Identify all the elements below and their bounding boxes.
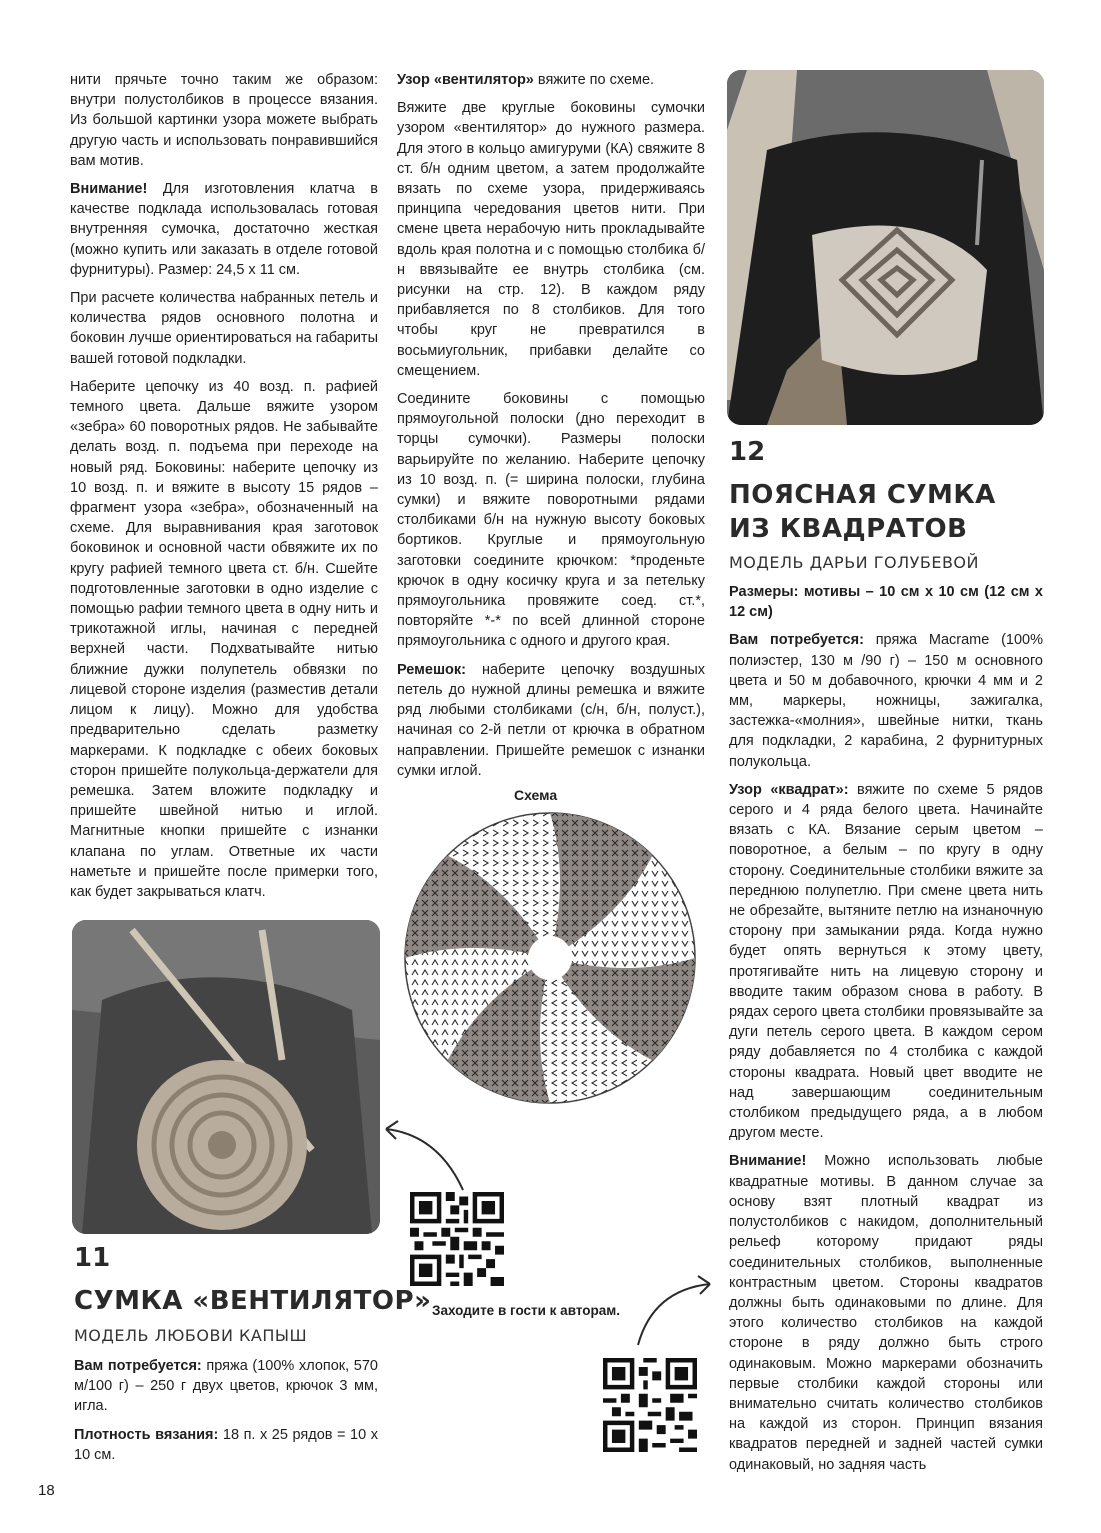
paragraph: Узор «вентилятор» вяжите по схеме.	[397, 72, 655, 88]
model-author: МОДЕЛЬ ЛЮБОВИ КАПЫШ	[74, 1326, 308, 1345]
paragraph: Внимание! Для изготовления клатча в качестве подклада использовалась готовая внутренняя сумочка, достаточно жесткая (можно купить или заказать в отделе готовой фурнитуры). Размер: 24,5 х 11 см.	[70, 181, 378, 278]
qr-code-icon[interactable]	[410, 1192, 504, 1286]
model-title: СУМКА «ВЕНТИЛЯТОР»	[74, 1286, 432, 1316]
paragraph: Плотность вязания: 18 п. х 25 рядов = 10 х 10 см.	[74, 1426, 378, 1463]
qr-code-icon[interactable]	[603, 1358, 697, 1452]
model-author: МОДЕЛЬ ДАРЬИ ГОЛУБЕВОЙ	[729, 553, 979, 572]
belt-bag-illustration	[727, 70, 1044, 425]
paragraph: Наберите цепочку из 40 возд. п. рафией темного цвета. Дальше вяжите узором «зебра» 60 поворотных рядов. Не забывайте делать возд. п. подъема при переходе на новый ряд. Боковины: наберите цепочку из 10 возд. п. и вяжите в высоту 15 рядов – фрагмент узора «зебра», обозначенный на схеме. Для выравнивания края заготовок боковинок и основной части обвяжите их по кругу рафией темного цвета ст. б/н. Сшейте подготовленные заготовки в одно изделие с помощью рафии темного цвета в одну нить и трикотажной иглы, начиная с передней верхней части. Подхватывайте нитью ближние дужки полупетель обвязки по лицевой стороне изделия (разместив детали лицом к лицу). Можно для удобства предварительно сделать разметку маркерами. К подкладке с обеих боковых сторон пришейте полукольца-держатели для ремешка. Затем вложите подкладку и пришейте швейной нитью и иглой. Магнитные кнопки пришейте с изнанки клапана по углам. Ответные их части наметьте и пришейте после примерки того, как будет закрываться клатч.	[70, 378, 378, 900]
model-number: 11	[74, 1243, 111, 1273]
paragraph: Соедините боковины с помощью прямоугольной полоски (дно переходит в торцы сумочки). Размеры полоски варьируйте по желанию. Наберите цепочку из 10 возд. п. (= ширина полоски, глубина сумки) и вяжите поворотными рядами столбиками б/н на нужную высоту боковых бортиков. Круглые и прямоугольную заготовки соедините крючком: *проденьте крючок в одну косичку круга и за петельку прямоугольника провяжите соед. ст.*, повторяйте *-* по всей длинной стороне прямоугольника с одного и другого края.	[397, 391, 705, 650]
paragraph: Размеры: мотивы – 10 см х 10 см (12 см х 12 см)	[729, 584, 1043, 621]
model-requirements	[74, 1356, 378, 1473]
paragraph: Вяжите две круглые боковины сумочки узором «вентилятор» до нужного размера. Для этого в кольцо амигуруми (КА) свяжите 8 ст. б/н одним цветом, а затем продолжайте вязать по схеме узора, придерживаясь принципа чередования цветов нити. При смене цвета нерабочую нить прокладывайте вдоль края полотна и с помощью столбика б/н ввязывайте ее внутрь столбика (см. рисунки на стр. 12). В каждом ряду прибавляется по 8 столбиков. Для того чтобы круг не превратился в восьмиугольник, прибавки делайте со смещением.	[397, 100, 705, 379]
column-left	[70, 70, 378, 910]
photo-round-bag	[72, 920, 380, 1234]
paragraph: Ремешок: наберите цепочку воздушных петель до нужной длины ремешка и вяжите ряд любыми столбиками (с/н, б/н, полуст.), начиная со 2-й петли от крючка в обратном направлении. Пришейте ремешок с изнанки сумки иглой.	[397, 661, 705, 779]
paragraph: Вам потребуется: пряжа (100% хлопок, 570 м/100 г) – 250 г двух цветов, крючок 3 мм, игла.	[74, 1358, 378, 1415]
paragraph: При расчете количества набранных петель и количества рядов основного полотна и боковин лучше ориентироваться на габариты вашей готовой подкладки.	[70, 290, 378, 367]
paragraph: нити прячьте точно таким же образом: внутри полустолбиков в процессе вязания. Из большой картинки узора можете выбрать другую часть и использовать понравившийся вам мотив.	[70, 72, 378, 169]
page-number: 18	[38, 1482, 55, 1499]
model-title: ПОЯСНАЯ СУМКА ИЗ КВАДРАТОВ	[729, 480, 996, 544]
paragraph: Узор «квадрат»: вяжите по схеме 5 рядов серого и 4 ряда белого цвета. Начинайте вязать с КА. Вязание серым цветом – поворотное, а белым – по кругу в одну сторону. Соединительные столбики вяжите за переднюю полупетлю. При смене цвета нить не обрезайте, вытяните петлю на изнаночную сторону при замыкании ряда. Когда нужно будет опять вернуться к этому цвету, протягивайте нить на лицевую сторону и вводите таким образом снова в работу. В рядах серого цвета столбики провязывайте за дуги петель серого цвета. В каждом сером ряду добавляется по 4 столбика с каждой стороны квадрата. Новый цвет вводите не над завершающим соединительным столбиком предыдущего ряда, а в любом другом месте.	[729, 781, 1043, 1142]
qr-caption: Заходите в гости к авторам.	[432, 1303, 620, 1318]
fan-pattern-scheme	[400, 808, 700, 1108]
arrow-icon	[378, 1115, 468, 1195]
paragraph: Вам потребуется: пряжа Macrame (100% полиэстер, 130 м /90 г) – 150 м основного цвета и 50 м добавочного, крючки 4 мм и 2 мм, маркеры, ножницы, зажигалка, застежка-«молния», швейные нитки, ткань для подкладки, 2 карабина, 2 фурнитурных полукольца.	[729, 632, 1043, 770]
scheme-label: Схема	[514, 787, 558, 803]
round-bag-illustration	[72, 920, 380, 1234]
paragraph: Внимание! Можно использовать любые квадратные мотивы. В данном случае за основу взят плотный квадрат из полустолбиков с накидом, дополнительный рельеф которому придают ряды соединительных столбиков, выполненные контрастным цветом. Стороны квадратов должны быть одинаковыми по длине. Для этого количество столбиков на каждой стороне в ряду должно быть строго одинаковым. Можно маркерами обозначить первые столбики каждой стороны или внимательно считать количество столбиков на каждой из сторон. Принцип вязания квадратов передней и задней частей сумки одинаковый, но задняя часть	[729, 1153, 1043, 1473]
model-number: 12	[729, 437, 766, 467]
column-middle	[397, 70, 705, 789]
photo-belt-bag	[727, 70, 1044, 425]
arrow-icon	[628, 1270, 718, 1350]
column-right	[729, 582, 1043, 1483]
